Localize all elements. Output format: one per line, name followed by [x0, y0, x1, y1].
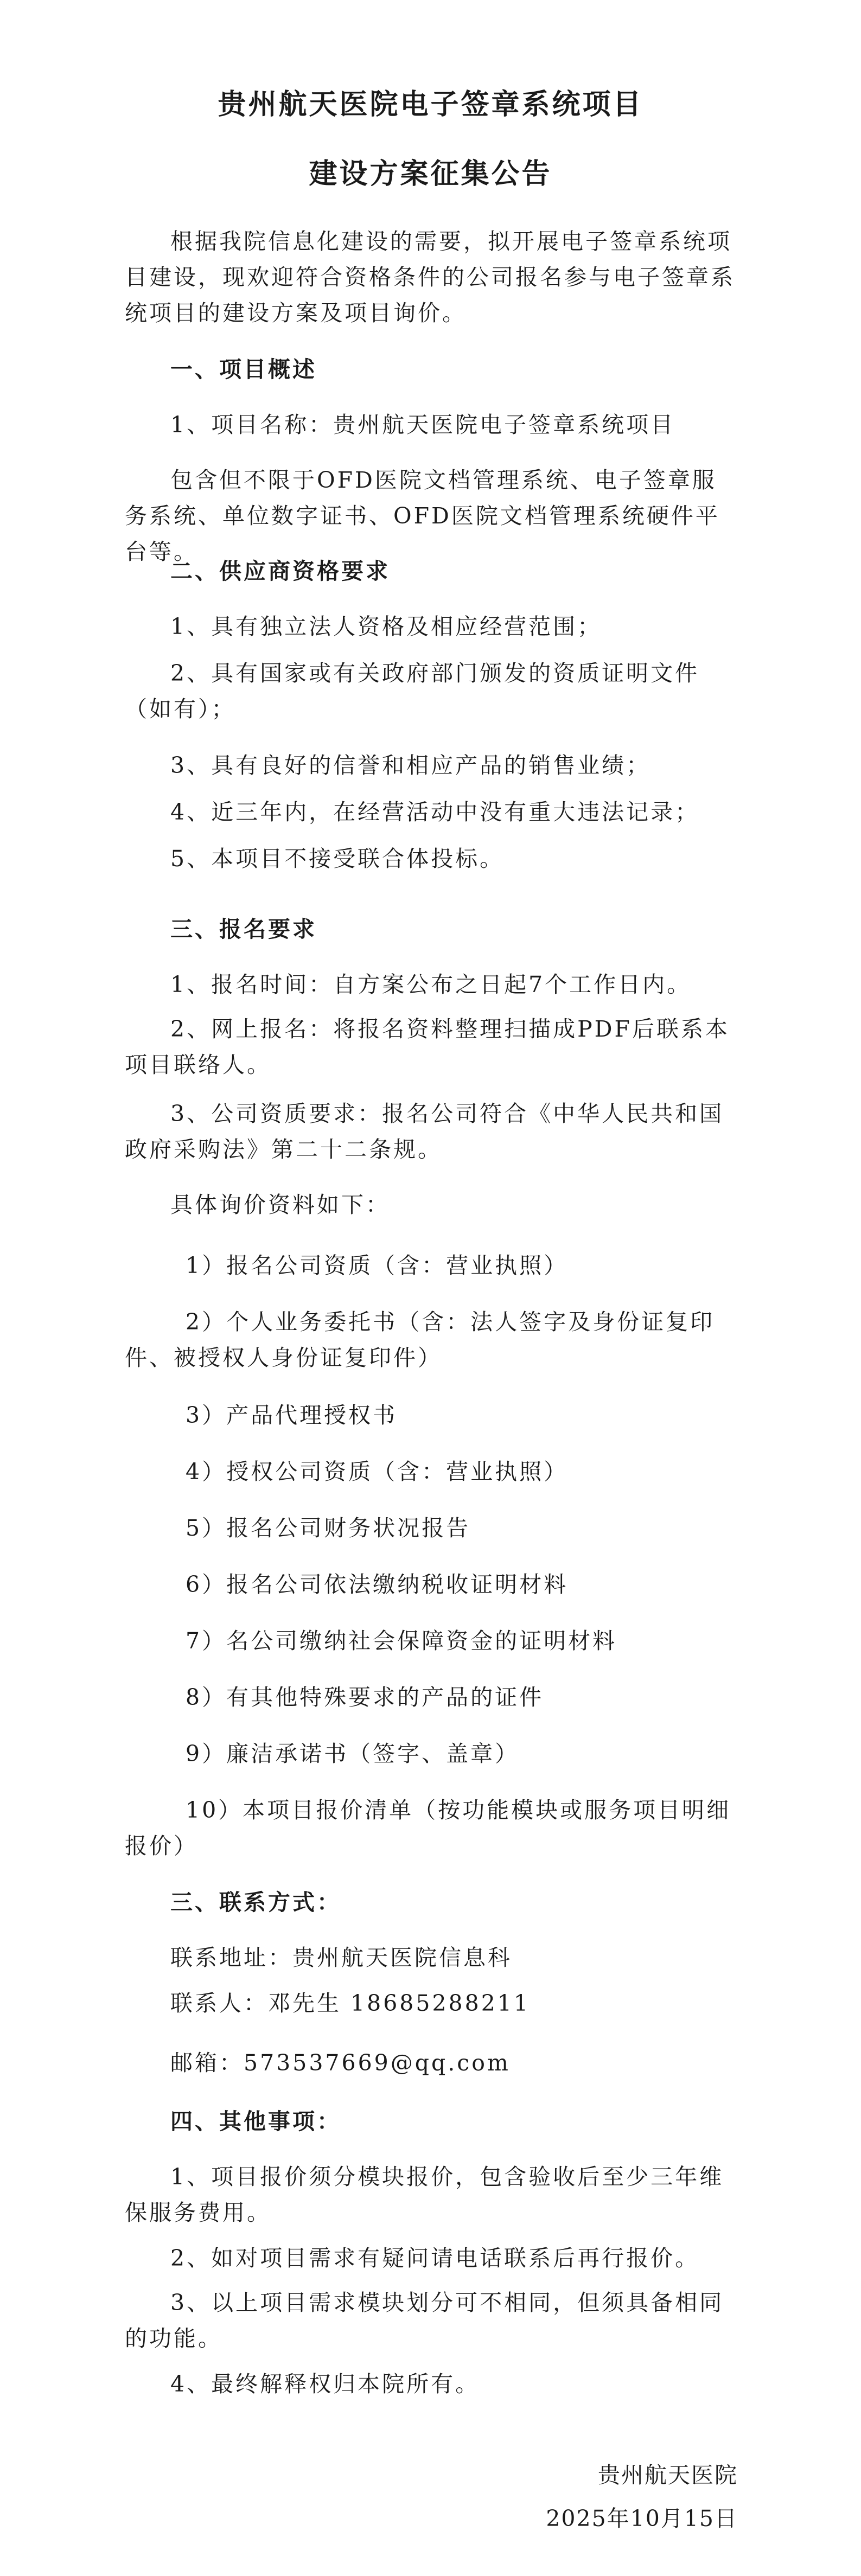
- section-heading-registration: 三、报名要求: [170, 916, 317, 942]
- signature-org: 贵州航天医院: [598, 2462, 738, 2488]
- qualification-item: 3、具有良好的信誉和相应产品的销售业绩；: [170, 752, 651, 778]
- section-heading-other: 四、其他事项：: [170, 2108, 341, 2134]
- page-title-line2: 建设方案征集公告: [309, 157, 552, 190]
- material-item: 8）有其他特殊要求的产品的证件: [186, 1684, 544, 1710]
- other-item: 3、以上项目需求模块划分可不相同，但须具备相同的功能。: [125, 2290, 724, 2351]
- contact-person: 联系人：邓先生 18685288211: [170, 1990, 530, 2016]
- qualification-item: 2、具有国家或有关政府部门颁发的资质证明文件（如有）；: [125, 660, 700, 722]
- project-scope: 包含但不限于OFD医院文档管理系统、电子签章服务系统、单位数字证书、OFD医院文档管理系统硬件平台等。: [125, 467, 720, 565]
- other-item: 1、项目报价须分模块报价，包含验收后至少三年维保服务费用。: [125, 2164, 724, 2226]
- section-heading-overview: 一、项目概述: [170, 356, 317, 382]
- other-item: 4、最终解释权归本院所有。: [170, 2371, 480, 2397]
- qualification-item: 4、近三年内，在经营活动中没有重大违法记录；: [170, 799, 700, 825]
- material-item: 5）报名公司财务状况报告: [186, 1515, 471, 1541]
- section-heading-qualification: 二、供应商资格要求: [170, 558, 390, 584]
- material-item: 3）产品代理授权书: [186, 1402, 398, 1428]
- contact-address: 联系地址：贵州航天医院信息科: [170, 1945, 512, 1971]
- section-heading-contact: 三、联系方式：: [170, 1889, 341, 1915]
- material-item: 1）报名公司资质（含：营业执照）: [186, 1252, 569, 1279]
- registration-item: 1、报名时间：自方案公布之日起7个工作日内。: [170, 971, 692, 998]
- contact-email: 邮箱：573537669@qq.com: [170, 2050, 511, 2076]
- qualification-item: 5、本项目不接受联合体投标。: [170, 846, 505, 872]
- other-item: 2、如对项目需求有疑问请电话联系后再行报价。: [170, 2245, 700, 2271]
- material-item: 9）廉洁承诺书（签字、盖章）: [186, 1741, 520, 1767]
- page-title-line1: 贵州航天医院电子签章系统项目: [218, 88, 643, 121]
- intro-paragraph: 根据我院信息化建设的需要，拟开展电子签章系统项目建设，现欢迎符合资格条件的公司报名参与电子签章系统项目的建设方案及项目询价。: [125, 228, 735, 326]
- material-item: 4）授权公司资质（含：营业执照）: [186, 1459, 569, 1485]
- qualification-item: 1、具有独立法人资格及相应经营范围；: [170, 613, 602, 640]
- signature-date: 2025年10月15日: [546, 2505, 738, 2532]
- material-item: 10）本项目报价清单（按功能模块或服务项目明细报价）: [125, 1797, 731, 1859]
- material-item: 6）报名公司依法缴纳税收证明材料: [186, 1571, 569, 1597]
- registration-item: 3、公司资质要求：报名公司符合《中华人民共和国政府采购法》第二十二条规。: [125, 1101, 724, 1162]
- project-name: 1、项目名称：贵州航天医院电子签章系统项目: [170, 412, 675, 438]
- materials-intro: 具体询价资料如下：: [170, 1192, 390, 1218]
- material-item: 2）个人业务委托书（含：法人签字及身份证复印件、被授权人身份证复印件）: [125, 1309, 715, 1371]
- registration-item: 2、网上报名：将报名资料整理扫描成PDF后联系本项目联络人。: [125, 1016, 730, 1078]
- material-item: 7）名公司缴纳社会保障资金的证明材料: [186, 1628, 617, 1654]
